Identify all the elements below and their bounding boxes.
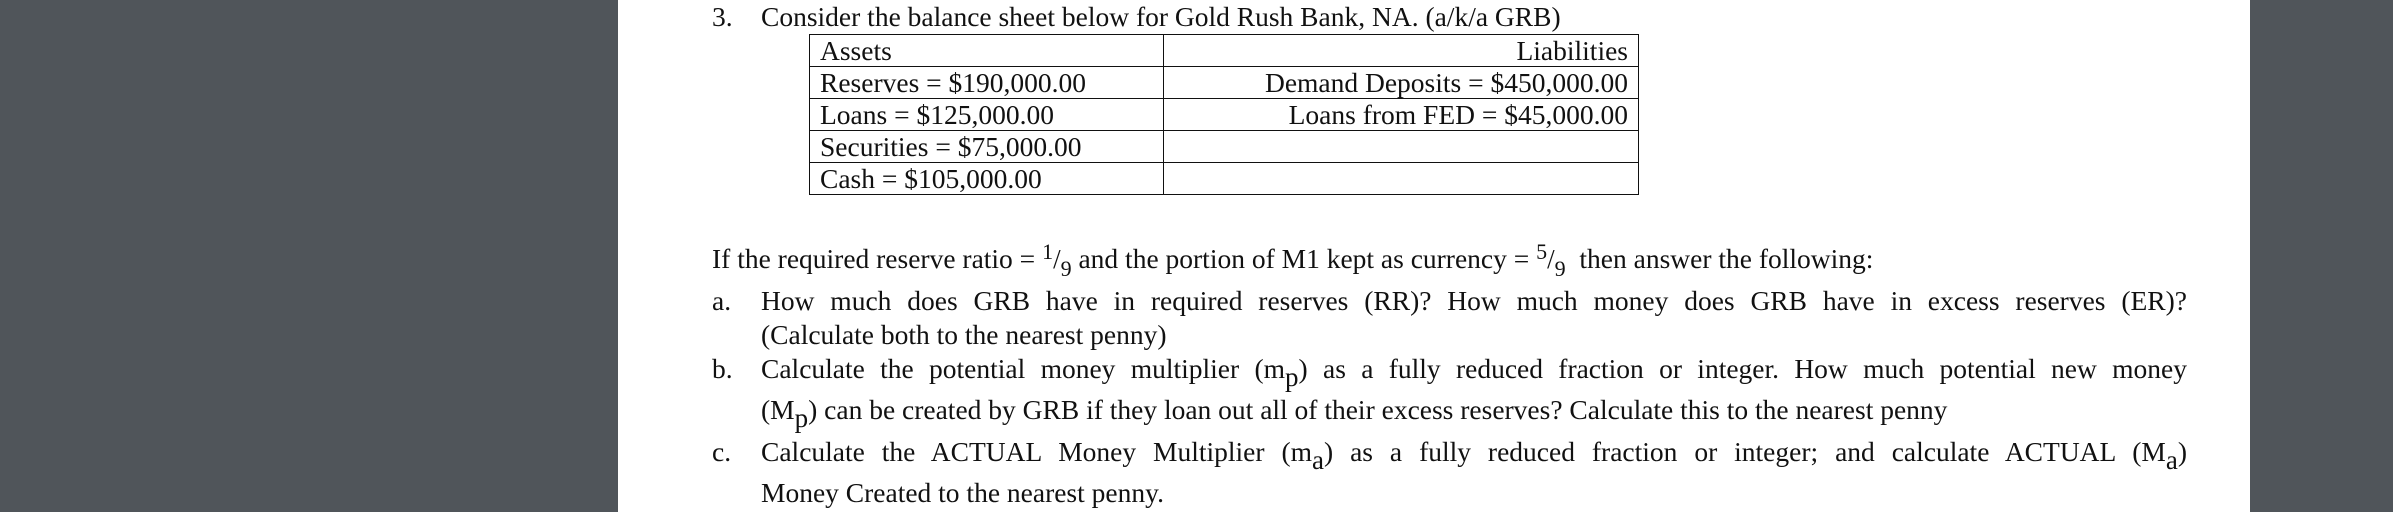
asset-cell: Securities = $75,000.00 [810, 131, 1164, 163]
assets-header: Assets [810, 35, 1164, 67]
currency-ratio-denominator: 9 [1554, 256, 1566, 281]
liability-cell [1164, 163, 1639, 195]
asset-cell: Reserves = $190,000.00 [810, 67, 1164, 99]
item-a-line2: (Calculate both to the nearest penny) [761, 319, 1167, 350]
document-page [618, 0, 2250, 512]
balance-sheet-table [809, 34, 1639, 195]
intro-part1: If the required reserve ratio = [712, 243, 1043, 274]
table-row [810, 131, 1639, 163]
item-a-line1: How much does GRB have in required reserves (RR)? How much money does GRB have in excess reserves (ER)? [761, 285, 2187, 316]
item-b-body [761, 352, 2187, 433]
reserve-ratio-fraction [1042, 239, 1072, 281]
table-row [810, 67, 1639, 99]
document-content [712, 0, 2192, 508]
question-header [712, 0, 2192, 34]
asset-cell: Cash = $105,000.00 [810, 163, 1164, 195]
item-b-text-1b: ) as a fully reduced fraction or integer. How much potential new money [1298, 353, 2187, 384]
currency-ratio-fraction [1536, 239, 1566, 281]
item-c-subscript-a: a [1312, 445, 1325, 475]
intro-part2: and the portion of M1 kept as currency = [1071, 243, 1537, 274]
liability-cell: Demand Deposits = $450,000.00 [1164, 67, 1639, 99]
reserve-ratio-numerator: 1 [1042, 239, 1054, 264]
item-b-text-1a: Calculate the potential money multiplier (m [761, 353, 1286, 384]
item-b-subscript-p2: p [794, 403, 809, 433]
item-c-label: c. [712, 436, 732, 467]
item-a-label: a. [712, 285, 732, 316]
item-b-line2 [761, 393, 2187, 433]
liability-cell [1164, 131, 1639, 163]
item-c-text-1b: ) as a fully reduced fraction or integer; and calculate ACTUAL (M [1324, 436, 2166, 467]
item-a-body [761, 284, 2187, 352]
item-b-label: b. [712, 353, 733, 384]
intro-text [712, 239, 1874, 281]
item-c-text-1a: Calculate the ACTUAL Money Multiplier (m [761, 436, 1313, 467]
item-c-body [761, 435, 2187, 510]
item-c-line1 [761, 435, 2187, 476]
intro-part3: then answer the following: [1565, 243, 1874, 274]
item-c-text-1c: ) [2177, 436, 2188, 467]
liabilities-header: Liabilities [1164, 35, 1639, 67]
item-b-line1 [761, 352, 2187, 393]
item-c-subscript-a2: a [2165, 445, 2178, 475]
question-text: Consider the balance sheet below for Gold Rush Bank, NA. (a/k/a GRB) [761, 1, 1561, 32]
item-b-text-2b: ) can be created by GRB if they loan out all of their excess reserves? Calculate this to the nearest penny [808, 394, 1948, 425]
table-row [810, 99, 1639, 131]
reserve-ratio-denominator: 9 [1060, 256, 1072, 281]
table-row [810, 163, 1639, 195]
currency-ratio-numerator: 5 [1536, 239, 1548, 264]
liability-cell: Loans from FED = $45,000.00 [1164, 99, 1639, 131]
asset-cell: Loans = $125,000.00 [810, 99, 1164, 131]
item-b-subscript-p: p [1285, 362, 1299, 392]
item-c-line2: Money Created to the nearest penny. [761, 477, 1164, 508]
fraction-slash: / [1053, 244, 1061, 274]
table-header-row [810, 35, 1639, 67]
item-b-text-2a: (M [761, 394, 795, 425]
question-number: 3. [712, 1, 733, 32]
fraction-slash: / [1547, 244, 1555, 274]
